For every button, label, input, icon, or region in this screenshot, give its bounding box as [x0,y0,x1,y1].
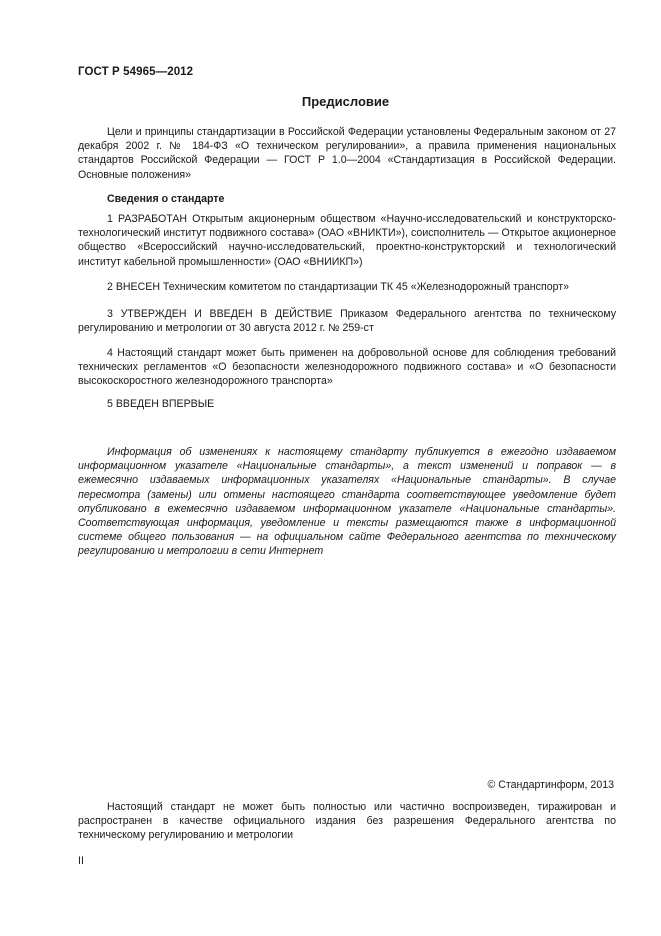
list-item-3: 3 УТВЕРЖДЕН И ВВЕДЕН В ДЕЙСТВИЕ Приказом Федерального агентства по техническому регулированию и метрологии от 30 августа 2012 г. № 259-ст [78,308,616,335]
intro-paragraph: Цели и принципы стандартизации в Российской Федерации установлены Федеральным законом от 27 декабря 2002 г. № 184-ФЗ «О техническом регулировании», а правила применения национальных стандартов Российской Федерации — ГОСТ Р 1.0—2004 «Стандартизация в Российской Федерации. Основные положения» [78,126,616,181]
reproduction-notice: Настоящий стандарт не может быть полностью или частично воспроизведен, тиражирован и распространен в качестве официального издания без разрешения Федерального агентства по техническому регулированию и метрологии [78,801,616,842]
list-item-5: 5 ВВЕДЕН ВПЕРВЫЕ [107,398,215,410]
info-notice: Информация об изменениях к настоящему стандарту публикуется в ежегодно издаваемом информационном указателе «Национальные стандарты», а текст изменений и поправок — в ежемесячно издаваемых информационных указателях «Национальные стандарты». В случае пересмотра (замены) или отмены настоящего стандарта соответствующее уведомление будет опубликовано в ежемесячно издаваемом информационном указателе «Национальные стандарты». Соответствующая информация, уведомление и тексты размещаются также в информационной системе общего пользования — на официальном сайте Федерального агентства по техническому регулированию и метрологии в сети Интернет [78,446,616,558]
list-item-1: 1 РАЗРАБОТАН Открытым акционерным обществом «Научно-исследовательский и конструкторско-технологический институт подвижного состава» (ОАО «ВНИКТИ»), соисполнитель — Открытое акционерное общество «Всероссийский научно-исследовательский, проектно-конструкторский и технологический институт кабельной промышленности» (ОАО «ВНИИКП») [78,213,616,268]
list-item-2: 2 ВНЕСЕН Техническим комитетом по стандартизации ТК 45 «Железнодорожный транспорт» [107,281,569,293]
list-item-4: 4 Настоящий стандарт может быть применен на добровольной основе для соблюдения требований технических регламентов «О безопасности железнодорожного подвижного состава» и «О безопасности высокоскоростного железнодорожного транспорта» [78,347,616,388]
page-number: II [78,855,84,867]
document-code: ГОСТ Р 54965—2012 [78,66,194,78]
copyright-notice: © Стандартинформ, 2013 [487,779,614,791]
page-title: Предисловие [301,94,390,109]
section-heading: Сведения о стандарте [107,193,225,205]
